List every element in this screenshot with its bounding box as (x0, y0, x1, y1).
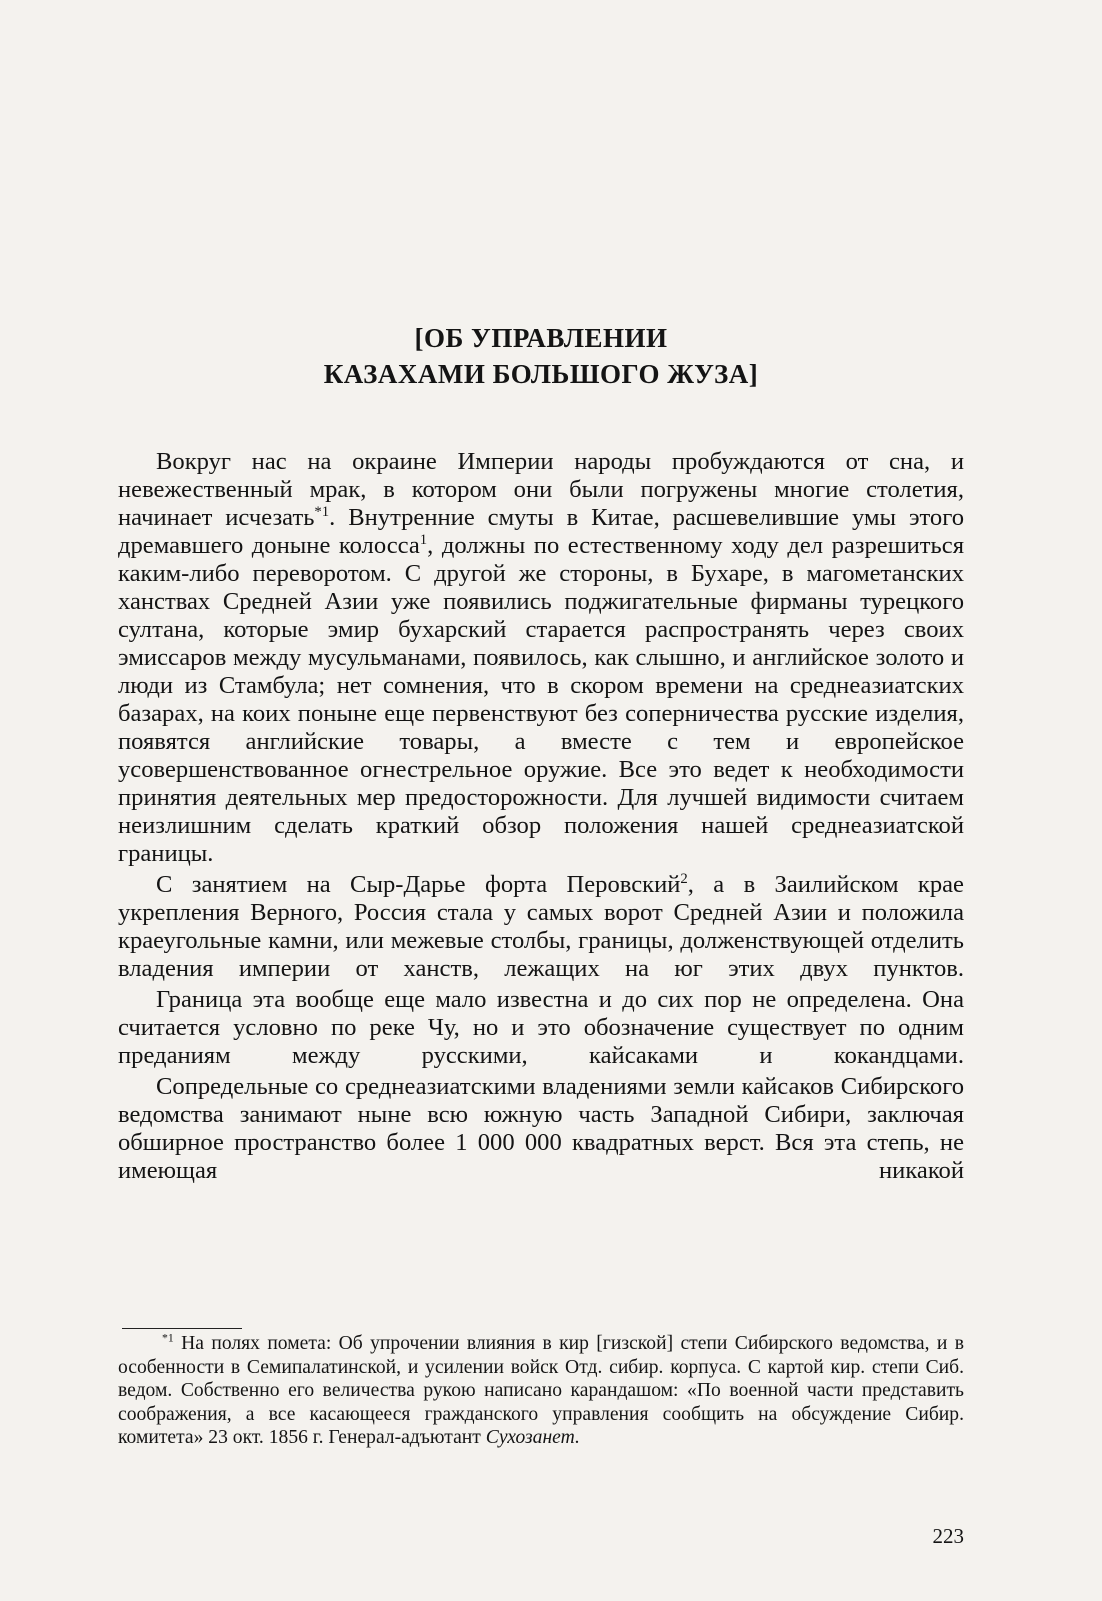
footnote-marker: *1 (162, 1331, 174, 1345)
footnote-text: На полях помета: Об упрочении влияния в кир [гизской] степи Сибирского ведомства, и в особенности в Семипалатинской, и усилении войск Отд. сибир. корпуса. С картой кир. степи Сиб. ведом. Собственно его величества рукою написано карандашом: «По военной части представить соображения, а все касающееся гражданского управления сообщить на обсуждение Сибир. комитета» 23 окт. 1856 г. Генерал-адъютант (118, 1333, 964, 1448)
paragraph-2-part-2: , а в Заилийском крае укрепления Верного, Россия стала у самых ворот Средней Азии и положила краеугольные камни, или межевые столбы, границы, долженствующей отделить владения империи от ханств, лежащих на юг этих двух пунктов. (118, 871, 964, 982)
footnote-1 (118, 1332, 964, 1450)
footnote-ref-star-1: *1 (314, 503, 330, 520)
paragraph-2-part-1: С занятием на Сыр-Дарье форта Перовский (156, 871, 681, 898)
footnote-signature: Сухозанет. (485, 1427, 580, 1448)
paragraph-1-part-1: Вокруг нас на окраине Империи народы пробуждаются от сна, и невежественный мрак, в котором они были погружены многие столетия, начинает исчезать (118, 448, 964, 531)
footnotes (118, 1332, 964, 1450)
footnote-ref-2: 2 (680, 870, 688, 887)
paragraph-1-part-3: , должны по естественному ходу дел разрешиться каким-либо переворотом. С другой же стороны, в Бухаре, в магометанских ханствах Средней Азии уже появились поджигательные фирманы турецкого султана, которые эмир бухарский старается распространять через своих эмиссаров между мусульманами, появилось, как слышно, и английское золото и люди из Стамбула; нет сомнения, что в скором времени на среднеазиатских базарах, на коих поныне еще первенствуют без соперничества русские изделия, появятся английские товары, а вместе с тем и европейское усовершенствованное огнестрельное оружие. Все это ведет к необходимости принятия деятельных мер предосторожности. Для лучшей видимости считаем неизлишним сделать краткий обзор положения нашей среднеазиатской границы. (118, 532, 965, 867)
paragraph-1-part-2: . Внутренние смуты в Китае, расшевелившие умы этого дремавшего доныне колосса (118, 504, 965, 559)
page-title (118, 320, 964, 392)
body-text (118, 448, 964, 1188)
footnote-divider (122, 1328, 242, 1329)
page-number: 223 (932, 1524, 964, 1548)
paragraph-1 (118, 448, 964, 868)
paragraph-4: Сопредельные со среднеазиатскими владениями земли кайсаков Сибирского ведомства занимают ныне всю южную часть Западной Сибири, заключая обширное пространство более 1 000 000 квадратных верст. Вся эта степь, не имеющая никакой (118, 1073, 964, 1184)
title-line-1: [ОБ УПРАВЛЕНИИ (414, 323, 668, 353)
footnote-ref-1: 1 (419, 531, 428, 548)
paragraph-3: Граница эта вообще еще мало известна и до сих пор не определена. Она считается условно по реке Чу, но и это обозначение существует по одним преданиям между русскими, кайсаками и кокандцами. (118, 986, 964, 1069)
title-line-2: КАЗАХАМИ БОЛЬШОГО ЖУЗА] (323, 359, 759, 389)
document-page (118, 0, 964, 1601)
paragraph-2 (118, 871, 964, 983)
